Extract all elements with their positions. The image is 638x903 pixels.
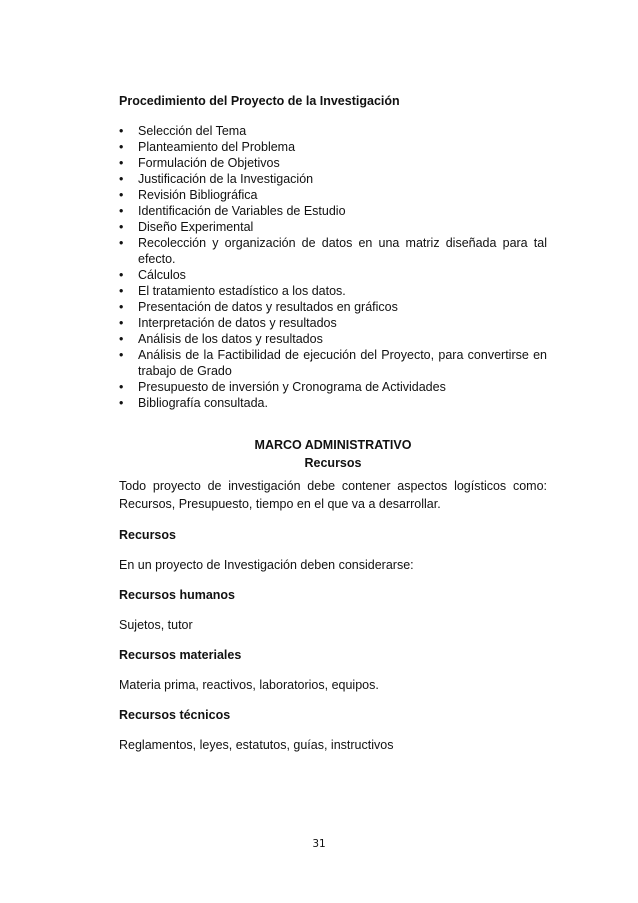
procedure-item-text: Selección del Tema [138, 124, 247, 138]
bullet-icon: • [119, 396, 124, 410]
bullet-icon: • [119, 348, 124, 362]
procedure-item-text: Revisión Bibliográfica [138, 188, 258, 202]
marco-intro: Todo proyecto de investigación debe contener aspectos logísticos como: Recursos, Presupuesto, tiempo en el que va a desarrollar. [119, 479, 547, 511]
procedure-item-text: Recolección y organización de datos en una matriz diseñada para tal efecto. [138, 236, 547, 266]
bullet-icon: • [119, 172, 124, 186]
procedure-item-text: Justificación de la Investigación [138, 172, 314, 186]
recursos-tecnicos-heading: Recursos técnicos [119, 708, 231, 722]
procedure-list-item [119, 299, 547, 315]
procedure-item-text: Presentación de datos y resultados en gráficos [138, 300, 398, 314]
procedure-list-item [119, 219, 547, 235]
marco-subtitle: Recursos [304, 456, 362, 470]
procedure-item-text: Cálculos [138, 268, 186, 282]
bullet-icon: • [119, 156, 124, 170]
procedure-list-item [119, 379, 547, 395]
procedure-list-item [119, 315, 547, 331]
recursos-materiales-text: Materia prima, reactivos, laboratorios, equipos. [119, 678, 379, 692]
procedure-item-text: Formulación de Objetivos [138, 156, 280, 170]
bullet-icon: • [119, 300, 124, 314]
procedure-list-item [119, 235, 547, 267]
recursos-humanos-text: Sujetos, tutor [119, 618, 193, 632]
page-number: 31 [312, 838, 326, 850]
bullet-icon: • [119, 220, 124, 234]
procedure-item-text: Planteamiento del Problema [138, 140, 296, 154]
bullet-icon: • [119, 268, 124, 282]
procedure-item-text: El tratamiento estadístico a los datos. [138, 284, 346, 298]
bullet-icon: • [119, 284, 124, 298]
procedure-item-text: Diseño Experimental [138, 220, 254, 234]
procedure-list-item [119, 187, 547, 203]
procedure-item-text: Identificación de Variables de Estudio [138, 204, 346, 218]
bullet-icon: • [119, 316, 124, 330]
procedure-list-item [119, 267, 547, 283]
procedure-title: Procedimiento del Proyecto de la Investigación [119, 94, 400, 108]
recursos-heading: Recursos [119, 528, 176, 542]
procedure-list [119, 123, 547, 411]
bullet-icon: • [119, 124, 124, 138]
procedure-list-item [119, 347, 547, 379]
bullet-icon: • [119, 188, 124, 202]
procedure-list-item [119, 203, 547, 219]
bullet-icon: • [119, 140, 124, 154]
marco-title: MARCO ADMINISTRATIVO [254, 438, 412, 452]
procedure-list-item [119, 283, 547, 299]
page-content [119, 93, 547, 753]
bullet-icon: • [119, 236, 124, 250]
procedure-item-text: Interpretación de datos y resultados [138, 316, 337, 330]
procedure-list-item [119, 123, 547, 139]
procedure-list-item [119, 331, 547, 347]
procedure-list-item [119, 171, 547, 187]
bullet-icon: • [119, 332, 124, 346]
recursos-materiales-heading: Recursos materiales [119, 648, 242, 662]
procedure-list-item [119, 155, 547, 171]
recursos-humanos-heading: Recursos humanos [119, 588, 236, 602]
recursos-text: En un proyecto de Investigación deben considerarse: [119, 558, 414, 572]
procedure-item-text: Presupuesto de inversión y Cronograma de Actividades [138, 380, 446, 394]
procedure-list-item [119, 395, 547, 411]
procedure-list-item [119, 139, 547, 155]
procedure-item-text: Análisis de los datos y resultados [138, 332, 323, 346]
bullet-icon: • [119, 204, 124, 218]
bullet-icon: • [119, 380, 124, 394]
procedure-item-text: Bibliografía consultada. [138, 396, 268, 410]
recursos-tecnicos-text: Reglamentos, leyes, estatutos, guías, instructivos [119, 738, 394, 752]
procedure-item-text: Análisis de la Factibilidad de ejecución del Proyecto, para convertirse en trabajo de Grado [138, 348, 547, 378]
